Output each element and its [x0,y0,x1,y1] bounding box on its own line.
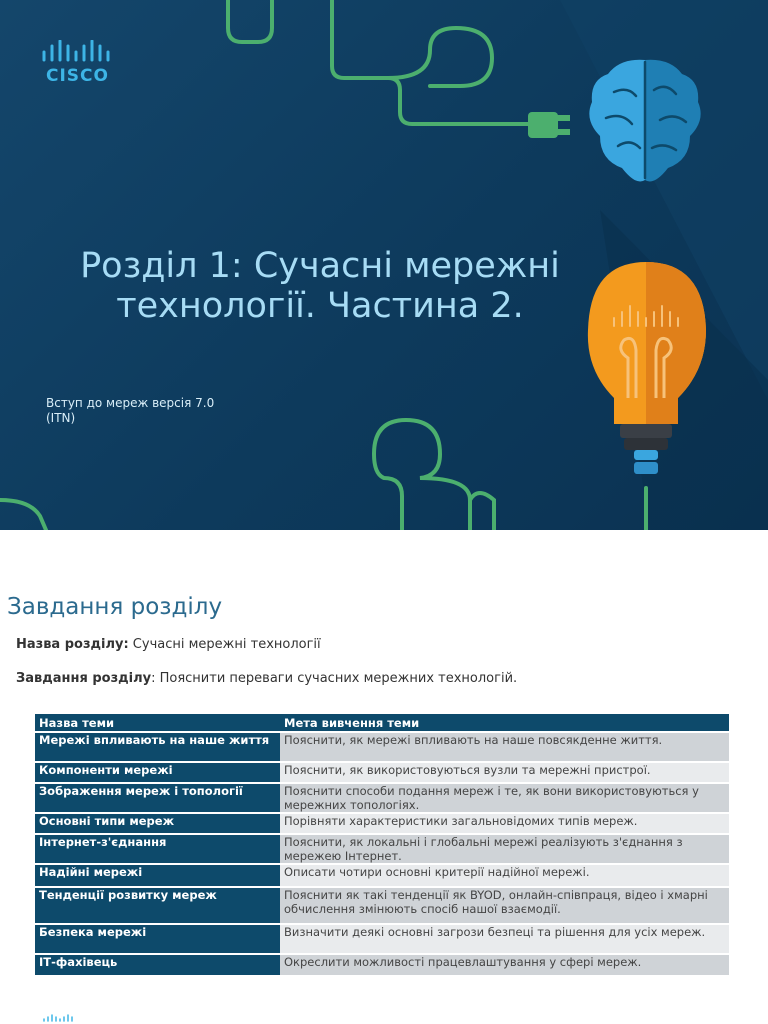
goal-cell: Описати чотири основні критерії надійної мережі. [280,864,729,887]
circuit-lines-bottom [0,420,646,530]
goal-cell: Визначити деякі основні загрози безпеці та рішення для усіх мереж. [280,924,729,954]
table-row [35,954,729,976]
module-goal-label: Завдання розділу [16,671,152,686]
light-bulb-icon [588,262,706,474]
goal-cell: Пояснити як такі тенденції як BYOD, онлайн-співпраця, відео і хмарні обчислення змінюють спосіб нашої взаємодії. [280,887,729,924]
table-row [35,864,729,887]
topic-cell: Надійні мережі [35,864,280,887]
module-name-label: Назва розділу: [16,637,129,652]
objectives-slide [0,530,768,1024]
goal-cell: Пояснити способи подання мереж і те, як вони використовуються у мережних топологіях. [280,783,729,813]
objectives-title: Завдання розділу [7,594,223,620]
cisco-mini-logo-icon [42,1014,74,1022]
topic-cell: ІТ-фахівець [35,954,280,976]
brain-icon [589,60,700,182]
table-row [35,813,729,834]
subtitle-line-1: Вступ до мереж версія 7.0 [46,396,215,410]
slide-title [40,246,600,326]
goal-cell: Порівняти характеристики загальновідомих типів мереж. [280,813,729,834]
table-header-row [35,714,729,732]
table-row [35,732,729,762]
title-line-2: технології. Частина 2. [116,286,524,326]
topic-cell: Безпека мережі [35,924,280,954]
table-row [35,783,729,813]
goal-cell: Окреслити можливості працевлаштування у сфері мереж. [280,954,729,976]
topics-table [35,714,729,977]
plug-icon [528,112,570,138]
topic-cell: Зображення мереж і топології [35,783,280,813]
cisco-wordmark: CISCO [46,66,109,86]
subtitle-line-2: (ITN) [46,411,76,425]
topic-cell: Тенденції розвитку мереж [35,887,280,924]
header-goal: Мета вивчення теми [280,714,729,732]
module-name-line [16,637,321,652]
slide-subtitle [46,396,214,426]
title-line-1: Розділ 1: Сучасні мережні [80,246,560,286]
table-row [35,924,729,954]
goal-cell: Пояснити, як використовуються вузли та мережні пристрої. [280,762,729,783]
topic-cell: Компоненти мережі [35,762,280,783]
module-goal-value: : Пояснити переваги сучасних мережних технологій. [151,671,518,686]
module-name-value: Сучасні мережні технології [128,637,321,652]
table-row [35,887,729,924]
table-row [35,762,729,783]
topic-cell: Мережі впливають на наше життя [35,732,280,762]
topic-cell: Інтернет-з'єднання [35,834,280,864]
topic-cell: Основні типи мереж [35,813,280,834]
header-topic: Назва теми [35,714,280,732]
table-row [35,834,729,864]
module-goal-line [16,671,517,686]
goal-cell: Пояснити, як локальні і глобальні мережі реалізують з'єднання з мережею Інтернет. [280,834,729,864]
goal-cell: Пояснити, як мережі впливають на наше повсякденне життя. [280,732,729,762]
circuit-lines-top [228,0,528,124]
